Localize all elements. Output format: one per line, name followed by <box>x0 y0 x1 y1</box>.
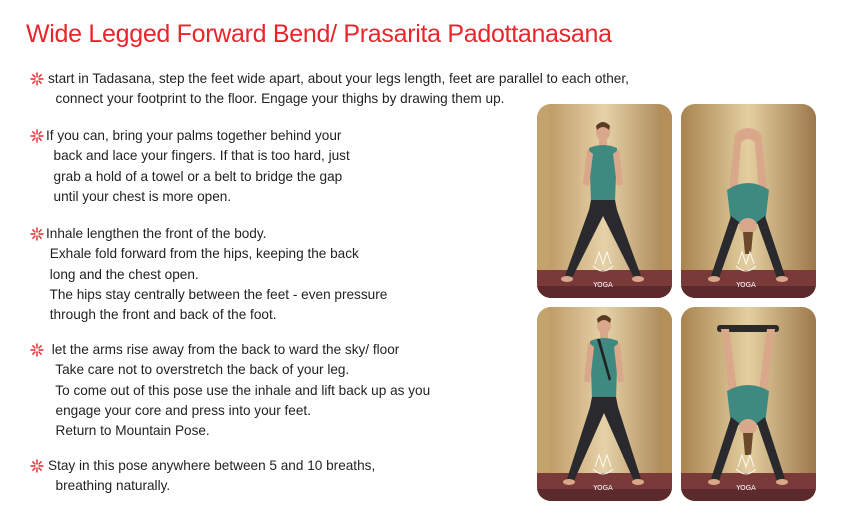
step-line: let the arms rise away from the back to ward the sky/ floor <box>48 342 400 357</box>
step-line: until your chest is more open. <box>46 188 232 204</box>
yoga-logo-text: YOGA <box>736 484 756 492</box>
sparkle-asterisk-icon <box>30 129 44 143</box>
step-line: To come out of this pose use the inhale and lift back up as you <box>48 382 431 398</box>
step-line: Stay in this pose anywhere between 5 and 10 breaths, <box>48 458 376 473</box>
sparkle-asterisk-icon <box>30 343 44 357</box>
pose-photo-forward-fold-hands <box>681 104 816 298</box>
step-line: grab a hold of a towel or a belt to bridge the gap <box>46 168 343 184</box>
pose-photo-standing-strap <box>537 307 672 501</box>
sparkle-asterisk-icon <box>30 227 44 241</box>
step-line: connect your footprint to the floor. Engage your thighs by drawing them up. <box>48 91 505 107</box>
step-line: through the front and back of the foot. <box>46 307 277 323</box>
step-line: back and lace your fingers. If that is too hard, just <box>46 148 350 164</box>
step-line: If you can, bring your palms together behind your <box>46 128 342 143</box>
sparkle-asterisk-icon <box>30 72 44 86</box>
step-line: breathing naturally. <box>48 478 171 494</box>
step-line: start in Tadasana, step the feet wide apart, about your legs length, feet are parallel to each other, <box>48 71 629 86</box>
pose-photo-forward-fold-strap <box>681 307 816 501</box>
step-line: The hips stay centrally between the feet - even pressure <box>46 286 388 302</box>
step-line: Return to Mountain Pose. <box>48 423 210 439</box>
yoga-logo-text: YOGA <box>593 484 613 492</box>
yoga-logo-text: YOGA <box>593 281 613 289</box>
sparkle-asterisk-icon <box>30 459 44 473</box>
page-title: Wide Legged Forward Bend/ Prasarita Padottanasana <box>26 20 612 48</box>
step-line: engage your core and press into your feet. <box>48 402 311 418</box>
yoga-logo-text: YOGA <box>736 281 756 289</box>
step-line: Inhale lengthen the front of the body. <box>46 226 267 241</box>
step-line: Exhale fold forward from the hips, keeping the back <box>46 246 359 262</box>
step-line: Take care not to overstretch the back of your leg. <box>48 362 350 378</box>
pose-photo-standing-hands-clasped <box>537 104 672 298</box>
step-line: long and the chest open. <box>46 266 199 282</box>
